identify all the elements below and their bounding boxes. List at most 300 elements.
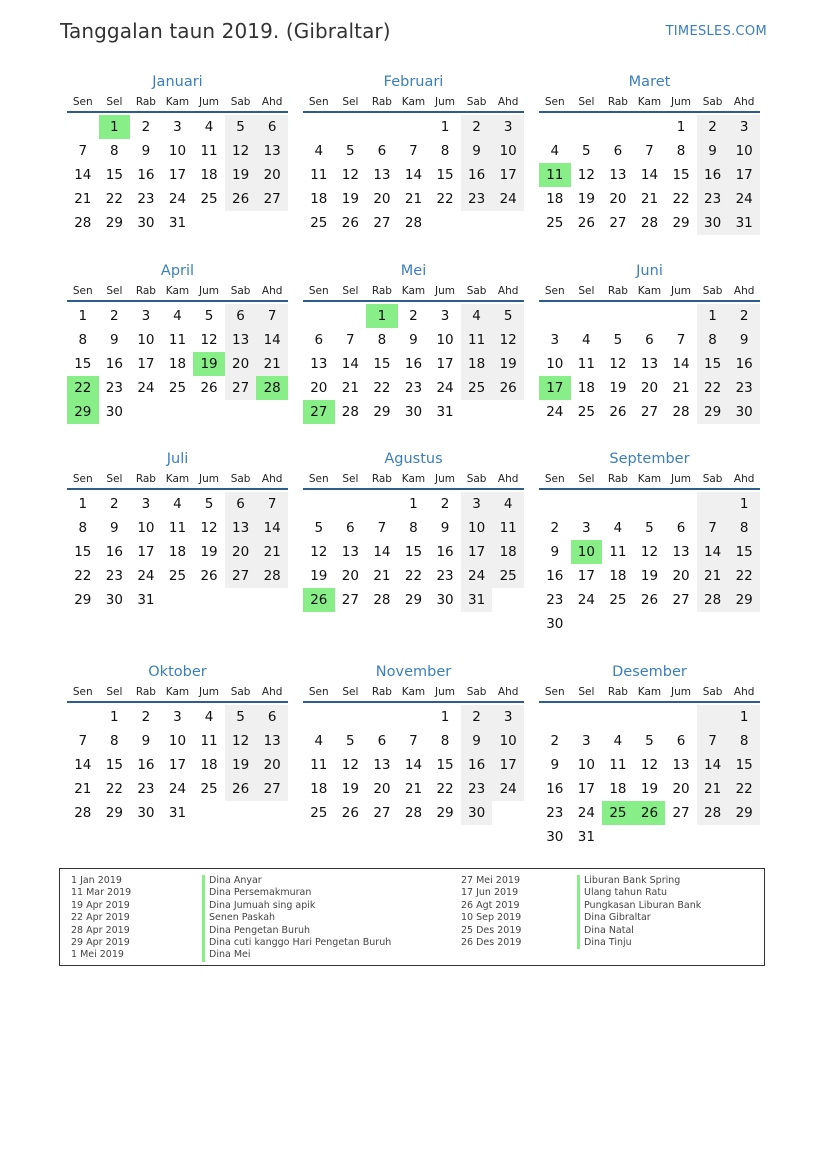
day-cell: 24	[577, 805, 595, 821]
weekday-label: Sab	[466, 686, 487, 698]
weekday-label: Sab	[702, 96, 723, 108]
day-cell: 12	[341, 167, 359, 183]
day-cell: 21	[256, 352, 288, 376]
holiday-day: 25	[602, 801, 634, 825]
empty-cell	[602, 492, 634, 516]
legend-holiday-name: Dina Anyar	[202, 875, 391, 887]
day-cell: 8	[728, 729, 760, 753]
day-cell: 8	[110, 143, 119, 159]
empty-cell	[193, 400, 225, 424]
empty-cell	[193, 801, 225, 825]
day-cell: 2	[697, 115, 729, 139]
weekday-label: Rab	[135, 96, 156, 108]
day-cell: 19	[640, 781, 659, 797]
day-cell: 21	[404, 191, 423, 207]
weekday-label: Ahd	[497, 96, 519, 108]
day-cell: 11	[492, 516, 524, 540]
day-cell: 13	[672, 757, 690, 773]
weekday-label: Sen	[72, 473, 93, 485]
weekday-label: Ahd	[733, 96, 755, 108]
day-cell: 23	[546, 805, 564, 821]
day-cell: 29	[728, 801, 760, 825]
day-cell: 29	[728, 588, 760, 612]
day-cell: 5	[225, 115, 257, 139]
day-cell: 29	[436, 805, 454, 821]
weekday-label: Sen	[544, 686, 565, 698]
day-cell: 28	[404, 805, 423, 821]
day-cell: 27	[672, 592, 690, 608]
day-cell: 1	[78, 308, 88, 324]
legend-holiday-name: Senen Paskah	[202, 912, 391, 924]
day-cell: 26	[577, 215, 595, 231]
day-cell: 9	[110, 332, 119, 348]
day-cell: 16	[461, 163, 493, 187]
legend-date: 19 Apr 2019	[71, 899, 130, 911]
legend-date: 26 Agt 2019	[461, 899, 520, 911]
day-cell: 6	[676, 520, 686, 536]
month-name: Mei	[400, 263, 427, 279]
day-grid	[303, 115, 524, 235]
month-name: Juli	[166, 451, 189, 467]
day-cell: 5	[645, 520, 654, 536]
weekday-label: Jum	[199, 473, 220, 485]
weekday-label: Sab	[230, 96, 251, 108]
day-cell: 22	[672, 191, 690, 207]
empty-cell	[225, 400, 257, 424]
day-cell: 6	[225, 304, 257, 328]
empty-cell	[602, 304, 634, 328]
day-cell: 10	[492, 139, 524, 163]
day-cell: 2	[110, 496, 119, 512]
day-cell: 22	[404, 568, 423, 584]
day-cell: 1	[728, 705, 760, 729]
empty-cell	[697, 705, 729, 729]
weekday-label: Sen	[72, 686, 93, 698]
day-cell: 9	[550, 544, 560, 560]
day-cell: 5	[492, 304, 524, 328]
day-cell: 22	[105, 191, 123, 207]
day-cell: 14	[404, 757, 423, 773]
empty-cell	[461, 211, 493, 235]
weekday-header	[539, 683, 760, 703]
day-cell: 15	[436, 167, 454, 183]
day-cell: 18	[200, 167, 218, 183]
day-cell: 8	[440, 143, 450, 159]
day-cell: 6	[377, 143, 387, 159]
day-cell: 16	[137, 167, 155, 183]
weekday-header	[539, 93, 760, 113]
weekday-label: Sel	[106, 686, 123, 698]
day-cell: 5	[225, 705, 257, 729]
day-cell: 15	[105, 757, 123, 773]
holiday-day: 17	[539, 376, 571, 400]
weekday-label: Ahd	[497, 285, 519, 297]
legend-date: 17 Jun 2019	[461, 887, 519, 899]
day-cell: 24	[137, 380, 155, 396]
month-name: Desember	[612, 664, 687, 680]
day-cell: 31	[461, 588, 493, 612]
holiday-day: 19	[193, 352, 225, 376]
empty-cell	[130, 400, 162, 424]
day-cell: 23	[436, 568, 454, 584]
weekday-label: Ahd	[733, 285, 755, 297]
weekday-label: Sel	[106, 473, 123, 485]
legend-date: 10 Sep 2019	[461, 912, 522, 924]
day-grid	[539, 492, 760, 636]
day-cell: 24	[461, 564, 493, 588]
day-cell: 26	[225, 187, 257, 211]
day-cell: 5	[613, 332, 623, 348]
empty-cell	[492, 400, 524, 424]
holiday-day: 28	[256, 376, 288, 400]
empty-cell	[461, 400, 493, 424]
day-cell: 22	[697, 376, 729, 400]
day-cell: 19	[492, 352, 524, 376]
day-cell: 29	[105, 805, 123, 821]
legend-left-names	[202, 875, 391, 962]
day-cell: 20	[609, 191, 627, 207]
day-cell: 12	[200, 520, 218, 536]
day-cell: 17	[728, 163, 760, 187]
day-cell: 13	[225, 516, 257, 540]
weekday-label: Sab	[230, 285, 251, 297]
month-name: Oktober	[148, 664, 207, 680]
day-cell: 20	[373, 781, 391, 797]
day-cell: 22	[436, 191, 454, 207]
day-cell: 7	[676, 332, 686, 348]
weekday-label: Rab	[371, 686, 392, 698]
day-cell: 19	[640, 568, 659, 584]
day-cell: 24	[137, 568, 155, 584]
day-cell: 11	[609, 757, 627, 773]
month-name: September	[609, 451, 690, 467]
day-cell: 3	[461, 492, 493, 516]
empty-cell	[256, 588, 288, 612]
day-cell: 9	[461, 729, 493, 753]
empty-cell	[602, 115, 634, 139]
day-cell: 28	[697, 588, 729, 612]
day-cell: 25	[577, 404, 595, 420]
day-cell: 14	[256, 516, 288, 540]
day-cell: 28	[256, 564, 288, 588]
day-cell: 21	[341, 380, 359, 396]
legend-holiday-name: Ulang tahun Ratu	[577, 887, 701, 899]
legend-date: 29 Apr 2019	[71, 936, 130, 948]
day-cell: 1	[409, 496, 418, 512]
day-cell: 20	[310, 380, 328, 396]
day-cell: 4	[492, 492, 524, 516]
day-cell: 8	[78, 332, 88, 348]
empty-cell	[398, 705, 430, 729]
day-cell: 28	[404, 215, 423, 231]
day-cell: 22	[74, 568, 92, 584]
holiday-day: 1	[366, 304, 398, 328]
empty-cell	[571, 612, 603, 636]
day-cell: 21	[373, 568, 391, 584]
day-cell: 10	[137, 332, 155, 348]
day-cell: 13	[341, 544, 359, 560]
day-cell: 3	[141, 496, 151, 512]
weekday-label: Sab	[466, 285, 487, 297]
weekday-label: Sen	[544, 473, 565, 485]
day-cell: 27	[225, 376, 257, 400]
day-cell: 20	[256, 753, 288, 777]
legend-left-dates	[71, 875, 131, 962]
day-cell: 4	[314, 733, 324, 749]
legend-holiday-name: Dina Gibraltar	[577, 912, 701, 924]
day-cell: 6	[676, 733, 686, 749]
weekday-label: Kam	[401, 285, 426, 297]
day-cell: 25	[461, 376, 493, 400]
holiday-day: 11	[539, 163, 571, 187]
weekday-label: Sel	[106, 285, 123, 297]
day-cell: 3	[492, 705, 524, 729]
day-cell: 29	[404, 592, 423, 608]
day-cell: 15	[697, 352, 729, 376]
day-cell: 29	[105, 215, 123, 231]
day-cell: 13	[225, 328, 257, 352]
day-cell: 22	[105, 781, 123, 797]
holiday-day: 27	[303, 400, 335, 424]
day-cell: 11	[310, 167, 328, 183]
day-cell: 2	[141, 709, 151, 725]
empty-cell	[225, 588, 257, 612]
legend-date: 1 Mei 2019	[71, 949, 124, 961]
empty-cell	[571, 492, 603, 516]
day-cell: 26	[225, 777, 257, 801]
day-cell: 8	[728, 516, 760, 540]
weekday-label: Sen	[308, 96, 329, 108]
day-cell: 28	[373, 592, 391, 608]
day-cell: 18	[546, 191, 564, 207]
weekday-label: Ahd	[261, 96, 283, 108]
day-cell: 19	[609, 380, 627, 396]
day-cell: 24	[546, 404, 564, 420]
day-cell: 26	[640, 592, 659, 608]
day-cell: 15	[105, 167, 123, 183]
empty-cell	[634, 825, 666, 849]
legend-holiday-name: Dina cuti kanggo Hari Pengetan Buruh	[202, 937, 391, 949]
day-cell: 8	[110, 733, 119, 749]
day-cell: 7	[256, 492, 288, 516]
day-cell: 15	[728, 753, 760, 777]
day-cell: 9	[409, 332, 418, 348]
day-cell: 14	[74, 757, 92, 773]
day-cell: 5	[204, 308, 214, 324]
day-cell: 27	[373, 215, 391, 231]
weekday-label: Ahd	[261, 686, 283, 698]
day-cell: 1	[676, 119, 686, 135]
month-name: Februari	[383, 74, 444, 90]
month-februari	[303, 71, 524, 235]
day-cell: 17	[492, 163, 524, 187]
day-cell: 23	[105, 568, 123, 584]
day-cell: 7	[645, 143, 654, 159]
day-cell: 23	[461, 777, 493, 801]
day-cell: 17	[577, 781, 595, 797]
weekday-label: Rab	[371, 473, 392, 485]
legend-holiday-name: Dina Pengetan Buruh	[202, 925, 391, 937]
day-cell: 25	[200, 781, 218, 797]
day-cell: 21	[404, 781, 423, 797]
empty-cell	[398, 115, 430, 139]
day-cell: 22	[728, 564, 760, 588]
day-cell: 23	[137, 191, 155, 207]
day-cell: 17	[137, 544, 155, 560]
day-cell: 19	[577, 191, 595, 207]
empty-cell	[665, 705, 697, 729]
day-cell: 9	[461, 139, 493, 163]
month-name: April	[160, 263, 195, 279]
day-cell: 21	[697, 777, 729, 801]
empty-cell	[571, 705, 603, 729]
weekday-label: Jum	[199, 96, 220, 108]
weekday-label: Rab	[607, 96, 628, 108]
day-cell: 19	[341, 191, 359, 207]
day-cell: 11	[310, 757, 328, 773]
day-cell: 21	[672, 380, 690, 396]
day-cell: 7	[78, 143, 88, 159]
day-cell: 6	[256, 705, 288, 729]
weekday-label: Rab	[135, 285, 156, 297]
day-cell: 24	[492, 187, 524, 211]
weekday-label: Kam	[637, 285, 662, 297]
weekday-label: Rab	[371, 96, 392, 108]
day-cell: 7	[377, 520, 387, 536]
weekday-header	[539, 282, 760, 302]
day-cell: 24	[168, 781, 187, 797]
weekday-label: Sen	[308, 473, 329, 485]
month-juni	[539, 260, 760, 424]
day-cell: 24	[492, 777, 524, 801]
day-cell: 29	[373, 404, 391, 420]
day-cell: 2	[461, 115, 493, 139]
day-cell: 19	[310, 568, 328, 584]
weekday-label: Rab	[607, 473, 628, 485]
day-cell: 14	[74, 167, 92, 183]
day-cell: 13	[609, 167, 627, 183]
day-cell: 7	[409, 143, 418, 159]
day-cell: 23	[697, 187, 729, 211]
empty-cell	[539, 115, 571, 139]
day-cell: 13	[373, 167, 391, 183]
weekday-header	[67, 683, 288, 703]
legend-holiday-name: Dina Persemakmuran	[202, 887, 391, 899]
day-cell: 25	[168, 568, 187, 584]
day-cell: 27	[672, 805, 690, 821]
day-cell: 2	[409, 308, 418, 324]
day-cell: 21	[74, 781, 92, 797]
day-cell: 16	[546, 568, 564, 584]
day-cell: 21	[74, 191, 92, 207]
empty-cell	[366, 115, 398, 139]
empty-cell	[728, 825, 760, 849]
empty-cell	[67, 115, 99, 139]
day-cell: 15	[672, 167, 690, 183]
weekday-header	[67, 470, 288, 490]
day-cell: 11	[168, 332, 187, 348]
empty-cell	[256, 801, 288, 825]
empty-cell	[335, 304, 367, 328]
day-cell: 13	[310, 356, 328, 372]
day-cell: 1	[440, 119, 450, 135]
day-cell: 12	[310, 544, 328, 560]
day-cell: 17	[137, 356, 155, 372]
day-grid	[303, 492, 524, 612]
day-cell: 31	[436, 404, 454, 420]
day-cell: 18	[310, 191, 328, 207]
weekday-header	[67, 93, 288, 113]
weekday-label: Sel	[342, 686, 359, 698]
day-cell: 4	[613, 733, 623, 749]
weekday-label: Sel	[578, 96, 595, 108]
day-cell: 27	[640, 404, 659, 420]
day-cell: 1	[697, 304, 729, 328]
holiday-day: 26	[303, 588, 335, 612]
day-cell: 22	[728, 777, 760, 801]
day-cell: 3	[582, 520, 591, 536]
weekday-label: Kam	[637, 473, 662, 485]
day-cell: 30	[728, 400, 760, 424]
day-cell: 20	[640, 380, 659, 396]
weekday-label: Sab	[702, 686, 723, 698]
weekday-header	[539, 470, 760, 490]
day-cell: 15	[436, 757, 454, 773]
month-juli	[67, 448, 288, 612]
day-cell: 14	[404, 167, 423, 183]
month-maret	[539, 71, 760, 235]
holiday-day: 10	[571, 540, 603, 564]
day-cell: 16	[404, 356, 423, 372]
legend-holiday-name: Dina Mei	[202, 949, 391, 961]
day-cell: 19	[341, 781, 359, 797]
legend-holiday-name: Dina Tinju	[577, 937, 701, 949]
day-cell: 15	[74, 356, 92, 372]
day-cell: 30	[461, 801, 493, 825]
day-cell: 10	[728, 139, 760, 163]
empty-cell	[162, 588, 194, 612]
weekday-label: Sab	[230, 473, 251, 485]
day-cell: 13	[640, 356, 659, 372]
day-cell: 2	[461, 705, 493, 729]
day-cell: 27	[609, 215, 627, 231]
day-grid	[539, 705, 760, 849]
day-cell: 19	[200, 544, 218, 560]
day-cell: 10	[461, 516, 493, 540]
day-cell: 1	[110, 709, 119, 725]
empty-cell	[665, 825, 697, 849]
legend-holiday-name: Dina Natal	[577, 925, 701, 937]
day-cell: 5	[582, 143, 591, 159]
day-cell: 12	[200, 332, 218, 348]
day-cell: 6	[613, 143, 623, 159]
day-grid	[539, 115, 760, 235]
day-cell: 8	[440, 733, 450, 749]
empty-cell	[193, 588, 225, 612]
day-cell: 3	[173, 709, 182, 725]
weekday-label: Kam	[637, 96, 662, 108]
day-cell: 30	[436, 592, 454, 608]
month-desember	[539, 661, 760, 849]
brand-link[interactable]: TIMESLES.COM	[665, 24, 767, 39]
weekday-label: Sen	[544, 96, 565, 108]
weekday-label: Sab	[702, 285, 723, 297]
day-cell: 17	[492, 753, 524, 777]
day-cell: 30	[546, 616, 564, 632]
day-cell: 29	[74, 592, 92, 608]
day-cell: 27	[341, 592, 359, 608]
day-cell: 16	[105, 356, 123, 372]
